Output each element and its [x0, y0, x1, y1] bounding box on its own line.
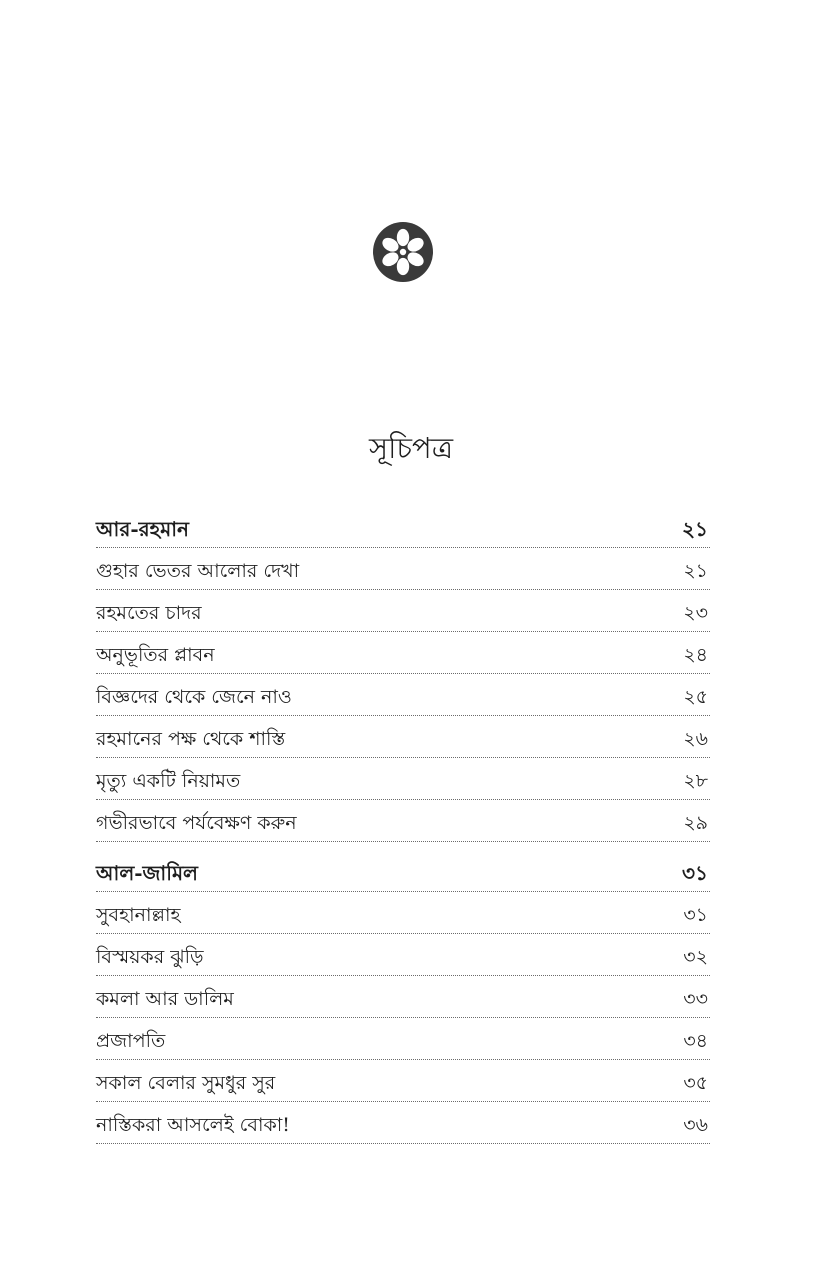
toc-entry-page: ৩৬ [683, 1114, 708, 1136]
toc-entry[interactable] [96, 548, 710, 590]
toc-heading-page: ২১ [682, 517, 708, 541]
toc-entry-title: মৃত্যু একটি নিয়ামত [96, 770, 241, 792]
toc-entry[interactable] [96, 934, 710, 976]
toc-entry-title: সকাল বেলার সুমধুর সুর [96, 1072, 276, 1094]
toc-entry[interactable] [96, 1102, 710, 1144]
toc-entry-page: ২৬ [683, 728, 708, 750]
toc-heading-title: আল-জামিল [96, 861, 198, 885]
toc-entry-page: ৩৫ [683, 1072, 708, 1094]
toc-entry[interactable] [96, 590, 710, 632]
toc-entry-page: ৩২ [683, 946, 708, 968]
page-title: সূচিপত্র [368, 431, 454, 465]
toc-entry-page: ৩৩ [683, 988, 708, 1010]
toc-section-heading[interactable] [96, 850, 710, 892]
toc-entry[interactable] [96, 758, 710, 800]
toc-entry-title: প্রজাপতি [96, 1030, 166, 1052]
toc-entry[interactable] [96, 1018, 710, 1060]
toc-entry[interactable] [96, 1060, 710, 1102]
toc-entry[interactable] [96, 716, 710, 758]
toc-entry-title: গভীরভাবে পর্যবেক্ষণ করুন [96, 812, 297, 834]
toc-entry-title: বিজ্ঞদের থেকে জেনে নাও [96, 686, 292, 708]
toc-section-heading[interactable] [96, 506, 710, 548]
toc-section-al-jamil [96, 850, 710, 1144]
toc-entry-page: ২৮ [683, 770, 708, 792]
toc-entry[interactable] [96, 976, 710, 1018]
flower-ornament-icon [373, 222, 433, 282]
toc-entry-title: নাস্তিকরা আসলেই বোকা! [96, 1114, 290, 1136]
toc-entry-title: কমলা আর ডালিম [96, 988, 234, 1010]
toc-entry[interactable] [96, 632, 710, 674]
toc-entry-page: ২৯ [683, 812, 708, 834]
table-of-contents [96, 506, 710, 1144]
toc-entry-page: ২৫ [683, 686, 708, 708]
toc-entry[interactable] [96, 892, 710, 934]
toc-entry[interactable] [96, 674, 710, 716]
toc-entry[interactable] [96, 800, 710, 842]
toc-entry-page: ৩৪ [683, 1030, 708, 1052]
toc-entry-title: বিস্ময়কর ঝুড়ি [96, 946, 204, 968]
toc-entry-title: সুবহানাল্লাহ [96, 904, 181, 926]
toc-section-ar-rahman [96, 506, 710, 842]
toc-entry-title: রহমতের চাদর [96, 602, 202, 624]
toc-entry-title: রহমানের পক্ষ থেকে শাস্তি [96, 728, 286, 750]
toc-entry-page: ২১ [683, 560, 708, 582]
toc-entry-title: অনুভূতির প্লাবন [96, 644, 215, 666]
toc-heading-page: ৩১ [682, 861, 708, 885]
toc-entry-page: ৩১ [683, 904, 708, 926]
toc-entry-page: ২৩ [683, 602, 708, 624]
toc-entry-title: গুহার ভেতর আলোর দেখা [96, 560, 300, 582]
toc-heading-title: আর-রহমান [96, 517, 189, 541]
toc-entry-page: ২৪ [683, 644, 708, 666]
